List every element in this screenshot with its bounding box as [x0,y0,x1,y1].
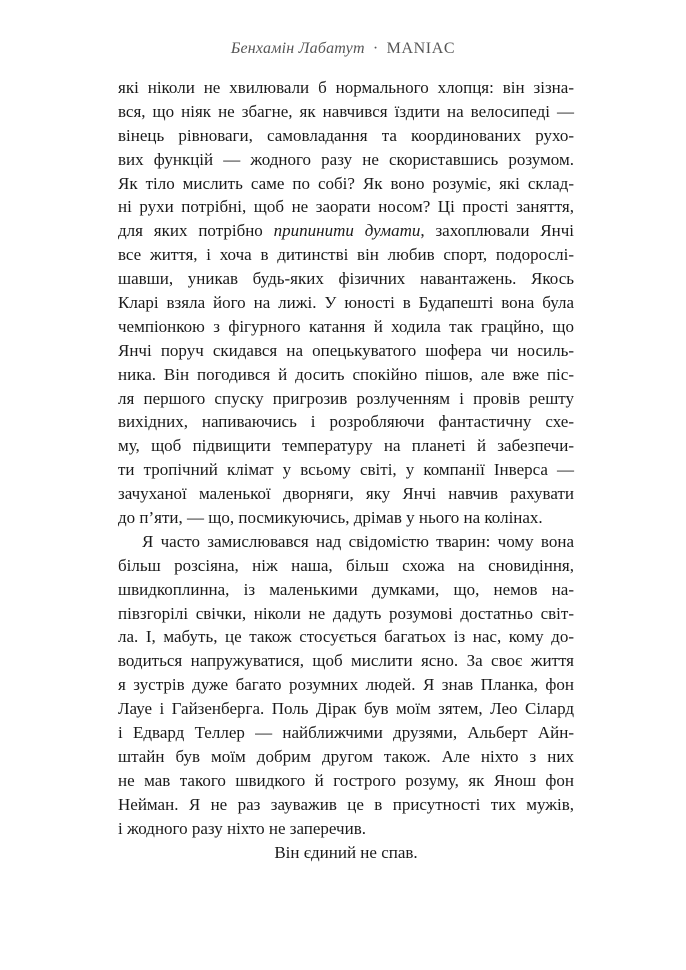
text-line: і Едвард Теллер — найближчими друзями, Альберт Айн- [118,723,574,743]
text-line: вихідних, напиваючись і розробляючи фантастичну схе- [118,412,574,432]
text-line: Кларі взяла його на лижі. У юності в Будапешті вона була [118,293,574,313]
running-header [0,40,686,58]
text-fragment: для яких потрібно [118,221,274,241]
text-line: вінець рівноваги, самовладання та координованих рухо- [118,125,574,145]
header-book-title: MANIAC [386,40,456,57]
text-line: ника. Він погодився й досить спокійно пішов, але вже піс- [118,364,574,384]
text-line: шавши, уникав будь-яких фізичних навантажень. Якось [118,269,574,289]
text-line: штайн був моїм добрим другом також. Але ніхто з них [118,746,574,766]
text-line: більш розсіяна, ніж наша, більш схожа на сновидіння, [118,555,574,575]
text-line: Нейман. Я не раз зауважив це в присутності тих мужів, [118,794,574,814]
text-line: му, щоб підвищити температуру на планеті й забезпечи- [118,436,574,456]
text-line [118,219,574,243]
text-line: Янчі поруч скидався на опецькуватого шофера чи носиль- [118,340,574,360]
header-author: Бенхамін Лабатут [230,40,365,57]
text-line: ні рухи потрібні, щоб не заорати носом? Ці прості заняття, [118,197,574,217]
text-line: Лауе і Гайзенберга. Поль Дірак був моїм зятем, Лео Сілард [118,699,574,719]
text-line: до п’яти, — що, посмикуючись, дрімав у нього на колінах. [118,508,543,528]
text-line: півзгорілі свічки, ніколи не дадуть розумові достатньо світ- [118,603,574,623]
text-line: швидкоплинна, із маленькими думками, що, немов на- [118,579,574,599]
text-line: вих функцій — жодного разу не скориставшись розумом. [118,149,574,169]
text-line: які ніколи не хвилювали б нормального хлопця: він зізна- [118,78,574,97]
text-line: вся, що ніяк не збагне, як навчився їздити на велосипеді — [118,101,574,121]
text-fragment: , захоплювали Янчі [420,221,574,241]
text-line: зачуханої маленької дворняги, яку Янчі навчив рахувати [118,484,574,504]
text-line: все життя, і хоча в дитинстві він любив спорт, подорослі- [118,245,574,265]
text-line: ля першого спуску пригрозив розлученням і провів решту [118,388,574,408]
text-line: ла. І, мабуть, це також стосується багатьох із нас, кому до- [118,627,574,647]
page-body [118,76,574,864]
text-line: і жодного разу ніхто не заперечив. [118,818,366,838]
text-line: Як тіло мислить саме по собі? Як воно розуміє, які склад- [118,173,574,193]
text-line: не мав такого швидкого й гострого розуму, як Янош фон [118,770,574,790]
text-line: ти тропічний клімат у всьому світі, у компанії Інверса — [118,460,574,480]
paragraph-start-line: Я часто замислювався над свідомістю тварин: чому вона [142,531,574,551]
emphasis-text: припинити думати [273,221,421,241]
text-line: чемпіонкою з фігурного катання й ходила так грацйно, що [118,316,574,336]
closing-line: Він єдиний не спав. [274,842,418,862]
header-separator: · [372,40,379,57]
text-line: водиться напружуватися, щоб мислити ясно. За своє життя [118,651,574,671]
text-line: я зустрів дуже багато розумних людей. Я знав Планка, фон [118,675,574,695]
